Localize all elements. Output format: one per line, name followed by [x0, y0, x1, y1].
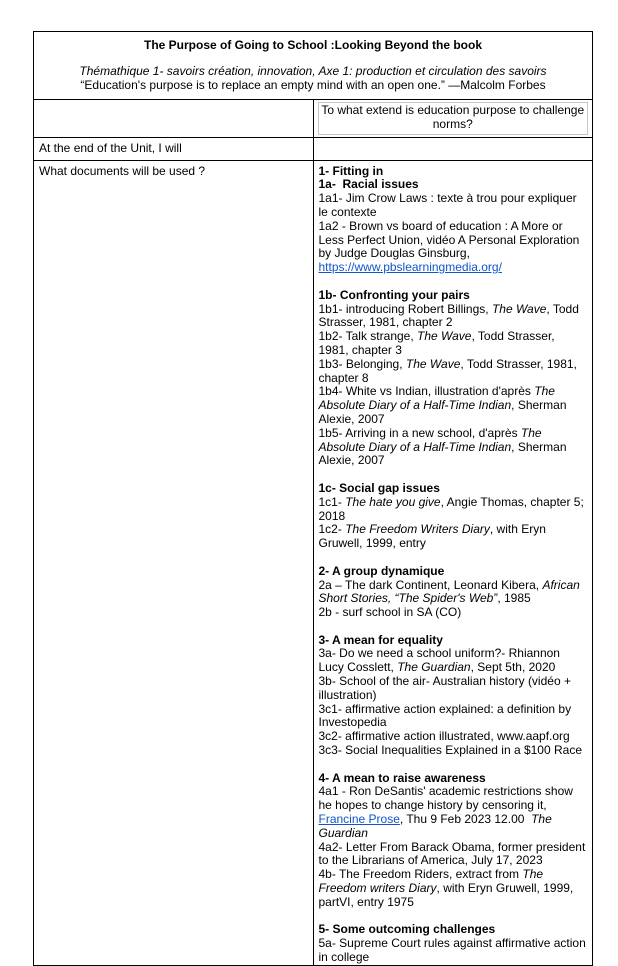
document-section — [319, 634, 588, 758]
document-item — [319, 192, 588, 220]
document-item — [319, 785, 588, 840]
text-run: , with Eryn Gruwell, 1999, partVI, entry 1975 — [318, 881, 577, 909]
guiding-question-text: To what extend is education purpose to challenge norms? — [321, 103, 585, 131]
document-item — [319, 523, 588, 551]
text-run: The Guardian — [318, 812, 556, 840]
document-item — [319, 289, 588, 303]
documents-label: What documents will be used ? — [34, 160, 314, 965]
text-run: 1b5- Arriving in a new school, d'après — [318, 425, 521, 440]
document-item — [319, 606, 588, 620]
text-run: The Absolute Diary of a Half-Time Indian — [318, 425, 545, 454]
document-item — [319, 220, 588, 275]
document-item — [319, 165, 588, 179]
text-run: 1b3- Belonging, — [318, 356, 406, 371]
documents-row — [34, 160, 593, 965]
text-run: 1b4- White vs Indian, illustration d'après — [318, 384, 535, 399]
text-run: 1b2- Talk strange, — [318, 329, 418, 344]
document-item — [319, 496, 588, 524]
pbslearningmedia-link[interactable]: https://www.pbslearningmedia.org/ — [318, 260, 502, 275]
text-run: 1b1- introducing Robert Billings, — [318, 301, 492, 316]
document-item — [319, 703, 588, 731]
text-run: 5a- Supreme Court rules against affirmative action in college — [318, 936, 590, 965]
document-item — [319, 358, 588, 386]
text-run: , Todd Strasser, 1981, chapter 3 — [318, 329, 558, 357]
question-cell — [313, 100, 593, 138]
guiding-question-box — [318, 102, 589, 135]
text-run: 1b- Confronting your pairs — [318, 287, 470, 302]
document-item — [319, 647, 588, 675]
document-section — [319, 772, 588, 910]
header-row — [34, 32, 593, 100]
theme-subtitle: Thémathique 1- savoirs création, innovation, Axe 1: production et circulation des savoirs — [79, 63, 547, 78]
text-run: 4b- The Freedom Riders, extract from — [318, 867, 523, 882]
question-row — [34, 100, 593, 138]
text-run: The Freedom writers Diary — [318, 867, 547, 896]
quote-line: “Education's purpose is to replace an empty mind with an open one.” —Malcolm Forbes — [80, 77, 546, 92]
text-run: 1c2- — [318, 522, 346, 537]
text-run: 1c- Social gap issues — [318, 480, 440, 495]
text-run: 4a2- Letter From Barack Obama, former president to the Librarians of America, July 17, 2023 — [318, 839, 589, 868]
document-item — [319, 675, 588, 703]
text-run: 4- A mean to raise awareness — [318, 770, 486, 785]
document-item — [319, 303, 588, 331]
text-run: , Todd Strasser, 1981, chapter 8 — [318, 356, 581, 385]
unit-goal-label: At the end of the Unit, I will — [34, 137, 314, 160]
text-run: 1a1- Jim Crow Laws : texte à trou pour expliquer le contexte — [318, 191, 580, 219]
document-item — [319, 937, 588, 965]
empty-cell — [34, 100, 314, 138]
document-item — [319, 565, 588, 579]
document-section — [319, 923, 588, 964]
text-run: 1a- Racial issues — [318, 177, 419, 192]
text-run: The Wave — [417, 329, 472, 344]
document-section — [319, 482, 588, 551]
text-run: The hate you give — [345, 494, 441, 509]
text-run: , Todd Strasser, 1981, chapter 2 — [318, 301, 583, 330]
text-run: 5- Some outcoming challenges — [318, 922, 496, 937]
header-cell — [34, 32, 593, 100]
francine-prose-link[interactable]: Francine Prose — [318, 812, 400, 827]
text-run: , Angie Thomas, chapter 5; 2018 — [318, 494, 588, 523]
document-item — [319, 634, 588, 648]
document-item — [319, 744, 588, 758]
text-run: 4a1 - Ron DeSantis' academic restrictions show he hopes to change history by censoring it, — [318, 784, 577, 813]
text-run: , 1985 — [497, 591, 531, 606]
document-item — [319, 923, 588, 937]
text-run: , Sept 5th, 2020 — [470, 660, 556, 675]
document-item — [319, 427, 588, 468]
text-run: 3c3- Social Inequalities Explained in a $100 Race — [318, 743, 583, 758]
document-section — [319, 565, 588, 620]
page-title: The Purpose of Going to School :Looking Beyond the book — [144, 38, 482, 52]
text-run: The Wave — [491, 301, 547, 316]
text-run: 3b- School of the air- Australian history (vidéo + illustration) — [318, 674, 575, 702]
document-section — [319, 289, 588, 468]
document-item — [319, 385, 588, 426]
document-item — [319, 868, 588, 909]
unit-goal-row — [34, 137, 593, 160]
text-run: , Thu 9 Feb 2023 12.00 — [399, 812, 532, 827]
document-section — [319, 165, 588, 275]
document-item — [319, 730, 588, 744]
document-item — [319, 772, 588, 786]
text-run: 2- A group dynamique — [318, 563, 445, 578]
text-run: The Freedom Writers Diary — [345, 522, 490, 537]
text-run: 3a- Do we need a school uniform?- Rhiannon Lucy Cosslett, — [318, 646, 564, 675]
document-item — [319, 178, 588, 192]
empty-cell — [313, 137, 593, 160]
document-item — [319, 579, 588, 607]
text-run: , Sherman Alexie, 2007 — [318, 439, 570, 468]
text-run: The Absolute Diary of a Half-Time Indian — [318, 384, 558, 413]
text-run: 1- Fitting in — [318, 163, 384, 178]
document-item — [319, 482, 588, 496]
text-run: 2b - surf school in SA (CO) — [318, 605, 462, 620]
text-run: 3c1- affirmative action explained: a definition by Investopedia — [318, 701, 575, 730]
documents-list — [313, 160, 593, 965]
text-run: , Sherman Alexie, 2007 — [318, 398, 570, 426]
text-run: , with Eryn Gruwell, 1999, entry — [318, 522, 550, 551]
document-item — [319, 841, 588, 869]
text-run: 3c2- affirmative action illustrated, www.aapf.org — [318, 729, 570, 744]
text-run: 1a2 - Brown vs board of education : A More or Less Perfect Union, vidéo A Personal Exploration by Judge Douglas Ginsburg, — [318, 218, 583, 261]
text-run: 3- A mean for equality — [318, 632, 443, 647]
document-item — [319, 330, 588, 358]
text-run: 2a – The dark Continent, Leonard Kibera, — [318, 577, 543, 592]
text-run: 1c1- — [318, 494, 346, 509]
text-run: The Wave — [405, 356, 461, 371]
text-run: The Guardian — [397, 660, 471, 675]
unit-plan-table — [33, 31, 593, 966]
text-run: African Short Stories, “The Spider's Web” — [318, 577, 584, 606]
